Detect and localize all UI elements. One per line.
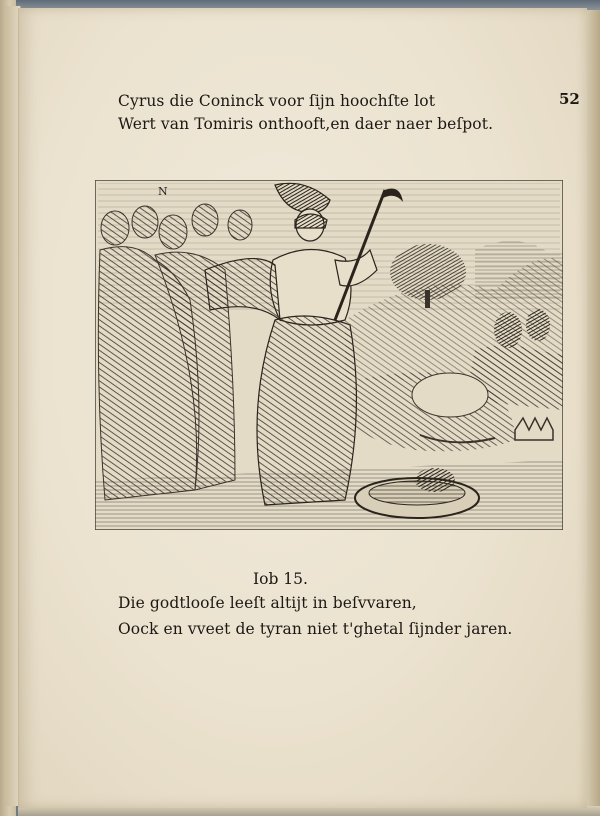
bottom-verse-line-2: Oock en vveet de tyran niet t'ghetal ſijnder jaren. xyxy=(118,620,513,638)
engraving-illustration xyxy=(95,180,563,530)
page-number: 52 xyxy=(559,90,580,108)
page-fore-edge xyxy=(586,10,600,806)
top-verse-line-1: Cyrus die Coninck voor ſijn hoochſte lot xyxy=(118,92,436,110)
bible-reference: Iob 15. xyxy=(253,570,308,588)
bottom-verse-line-1: Die godtlooſe leeſt altijt in beſvvaren, xyxy=(118,594,417,612)
plate-mark-letter: N xyxy=(158,185,168,198)
top-verse-line-2: Wert van Tomiris onthooft,en daer naer beſpot. xyxy=(118,115,494,133)
